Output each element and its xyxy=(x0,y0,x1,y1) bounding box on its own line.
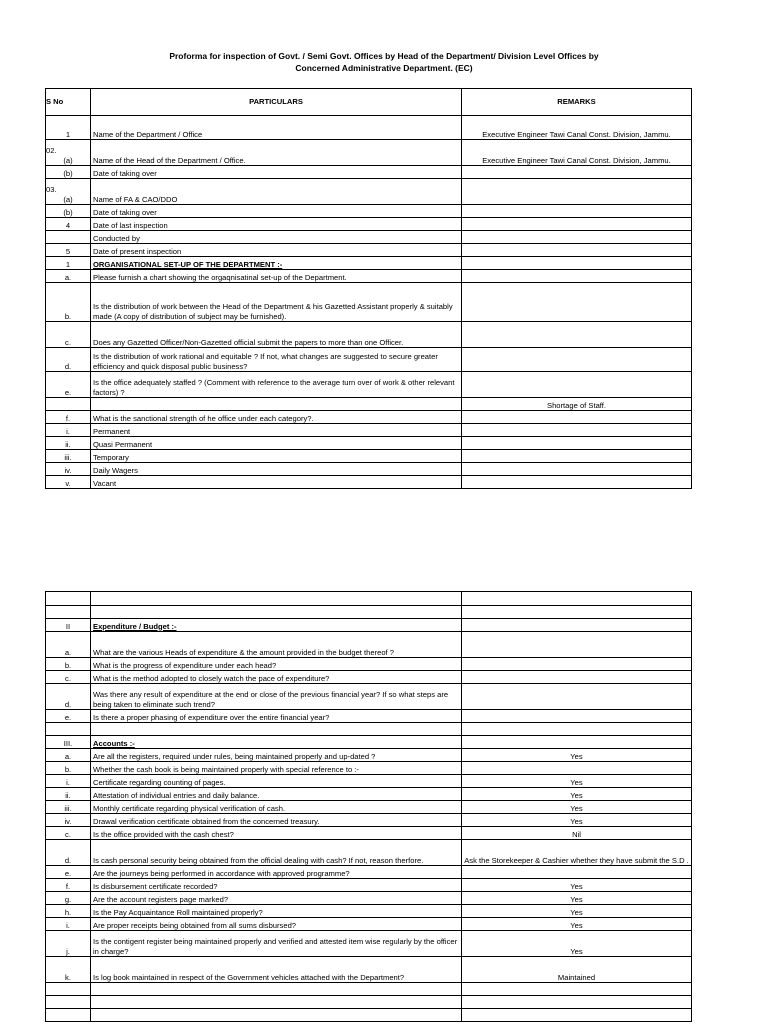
proforma-table-2 xyxy=(45,591,692,1022)
row-particulars: Date of present inspection xyxy=(91,244,462,257)
table-row xyxy=(46,398,692,411)
row-sno: iv. xyxy=(46,463,91,476)
sno-number: 02. xyxy=(46,146,57,155)
remarks-header: REMARKS xyxy=(462,89,692,116)
row-remarks xyxy=(462,437,692,450)
row-particulars: Is the distribution of work between the Head of the Department & his Gazetted Assistant properly & suitably made (A copy of distribution of subject may be furnished). xyxy=(91,283,462,322)
row-sno: 1 xyxy=(46,116,91,140)
table-row xyxy=(46,866,692,879)
row-sno: d. xyxy=(46,840,91,866)
table-row xyxy=(46,801,692,814)
form-title-line1: Proforma for inspection of Govt. / Semi Govt. Offices by Head of the Department/ Division Level Offices by xyxy=(169,51,599,61)
row-sno: c. xyxy=(46,827,91,840)
row-remarks xyxy=(462,166,692,179)
row-sno: d. xyxy=(46,684,91,710)
row-remarks xyxy=(462,762,692,775)
row-remarks xyxy=(462,244,692,257)
row-sno: 5 xyxy=(46,244,91,257)
row-sno: b. xyxy=(46,658,91,671)
row-sno xyxy=(46,398,91,411)
table-row xyxy=(46,372,692,398)
row-remarks xyxy=(462,658,692,671)
row-remarks xyxy=(462,476,692,489)
row-sno: c. xyxy=(46,322,91,348)
table-row xyxy=(46,905,692,918)
form-title-line2: Concerned Administrative Department. (EC) xyxy=(295,63,473,73)
table-row xyxy=(46,116,692,140)
row-remarks xyxy=(462,424,692,437)
row-sno: ii. xyxy=(46,788,91,801)
table-row xyxy=(46,840,692,866)
row-remarks: Yes xyxy=(462,918,692,931)
row-sno: h. xyxy=(46,905,91,918)
row-particulars: Whether the cash book is being maintained properly with special reference to :- xyxy=(91,762,462,775)
row-particulars: Is there a proper phasing of expenditure over the entire financial year? xyxy=(91,710,462,723)
row-sno: i. xyxy=(46,775,91,788)
row-remarks: Ask the Storekeeper & Cashier whether they have submit the S.D . xyxy=(462,840,692,866)
table-row xyxy=(46,218,692,231)
row-sno xyxy=(46,231,91,244)
row-remarks xyxy=(462,179,692,205)
row-remarks xyxy=(462,671,692,684)
row-remarks: Maintained xyxy=(462,957,692,983)
row-particulars: Daily Wagers xyxy=(91,463,462,476)
row-remarks: Executive Engineer Tawi Canal Const. Division, Jammu. xyxy=(462,140,692,166)
row-particulars: Conducted by xyxy=(91,231,462,244)
row-remarks xyxy=(462,463,692,476)
row-particulars: Is the distribution of work rational and equitable ? If not, what changes are suggested to secure greater efficiency and quick disposal public business? xyxy=(91,348,462,372)
row-remarks xyxy=(462,257,692,270)
table-row xyxy=(46,684,692,710)
row-remarks: Yes xyxy=(462,814,692,827)
row-particulars: Does any Gazetted Officer/Non-Gazetted official submit the papers to more than one Officer. xyxy=(91,322,462,348)
row-sno: e. xyxy=(46,866,91,879)
table-row xyxy=(46,476,692,489)
proforma-table-1 xyxy=(45,88,692,489)
table-row xyxy=(46,762,692,775)
particulars-header: PARTICULARS xyxy=(91,89,462,116)
row-sno: a. xyxy=(46,749,91,762)
row-sno: b. xyxy=(46,283,91,322)
table-row xyxy=(46,606,692,619)
table-row xyxy=(46,463,692,476)
table-row xyxy=(46,710,692,723)
table-row xyxy=(46,205,692,218)
row-particulars: Are all the registers, required under rules, being maintained properly and up-dated ? xyxy=(91,749,462,762)
row-particulars: Drawal verification certificate obtained from the concerned treasury. xyxy=(91,814,462,827)
row-particulars: What is the sanctional strength of he office under each category?. xyxy=(91,411,462,424)
table-row xyxy=(46,450,692,463)
table-row xyxy=(46,166,692,179)
row-remarks xyxy=(462,218,692,231)
row-remarks xyxy=(462,866,692,879)
row-remarks xyxy=(462,710,692,723)
row-particulars: Is disbursement certificate recorded? xyxy=(91,879,462,892)
sno-number: 03. xyxy=(46,185,57,194)
row-particulars: Temporary xyxy=(91,450,462,463)
row-remarks: Nil xyxy=(462,827,692,840)
table-row xyxy=(46,996,692,1009)
sno-sub-a: (a) xyxy=(63,155,73,165)
table-row xyxy=(46,348,692,372)
row-sno: (b) xyxy=(46,205,91,218)
section-heading: Expenditure / Budget :- xyxy=(91,619,462,632)
row-remarks xyxy=(462,372,692,398)
row-sno: v. xyxy=(46,476,91,489)
table-row xyxy=(46,322,692,348)
table-row xyxy=(46,411,692,424)
row-sno: i. xyxy=(46,424,91,437)
row-remarks: Yes xyxy=(462,775,692,788)
row-particulars: Are the account registers page marked? xyxy=(91,892,462,905)
table-row xyxy=(46,1009,692,1022)
row-remarks xyxy=(462,348,692,372)
row-sno: b. xyxy=(46,762,91,775)
table-row xyxy=(46,231,692,244)
row-sno: e. xyxy=(46,372,91,398)
row-remarks: Yes xyxy=(462,801,692,814)
row-particulars: Was there any result of expenditure at the end or close of the previous financial year? If so what steps are being taken to eliminate such trend? xyxy=(91,684,462,710)
row-remarks xyxy=(462,270,692,283)
row-sno: i. xyxy=(46,918,91,931)
row-particulars: Is cash personal security being obtained from the official dealing with cash? If not, reason therfore. xyxy=(91,840,462,866)
table-row xyxy=(46,931,692,957)
row-sno: iii. xyxy=(46,450,91,463)
table-row xyxy=(46,788,692,801)
row-remarks: Executive Engineer Tawi Canal Const. Division, Jammu. xyxy=(462,116,692,140)
table-row xyxy=(46,736,692,749)
row-remarks xyxy=(462,231,692,244)
row-remarks: Yes xyxy=(462,749,692,762)
sno-header: S No xyxy=(46,89,91,116)
table-row xyxy=(46,879,692,892)
row-particulars: Quasi Permanent xyxy=(91,437,462,450)
table-row xyxy=(46,749,692,762)
row-sno: k. xyxy=(46,957,91,983)
row-remarks: Yes xyxy=(462,892,692,905)
row-remarks xyxy=(462,684,692,710)
row-particulars: Name of the Department / Office xyxy=(91,116,462,140)
row-particulars: Date of taking over xyxy=(91,205,462,218)
row-remarks xyxy=(462,205,692,218)
row-particulars: Are proper receipts being obtained from all sums disbursed? xyxy=(91,918,462,931)
row-sno: 1 xyxy=(46,257,91,270)
row-particulars: Please furnish a chart showing the orgaqnisatinal set-up of the Department. xyxy=(91,270,462,283)
table-row xyxy=(46,775,692,788)
section-heading: ORGANISATIONAL SET-UP OF THE DEPARTMENT :- xyxy=(91,257,462,270)
row-sno: d. xyxy=(46,348,91,372)
row-sno: (b) xyxy=(46,166,91,179)
table-row xyxy=(46,283,692,322)
row-sno: a. xyxy=(46,632,91,658)
row-particulars: Name of the Head of the Department / Office. xyxy=(91,140,462,166)
row-sno: f. xyxy=(46,411,91,424)
row-particulars: Is log book maintained in respect of the Government vehicles attached with the Department? xyxy=(91,957,462,983)
row-particulars xyxy=(91,398,462,411)
row-particulars: Is the Pay Acquaintance Roll maintained properly? xyxy=(91,905,462,918)
table-row xyxy=(46,658,692,671)
row-sno: II xyxy=(46,619,91,632)
row-sno: III. xyxy=(46,736,91,749)
row-sno: e. xyxy=(46,710,91,723)
row-remarks: Yes xyxy=(462,788,692,801)
table-row xyxy=(46,723,692,736)
row-remarks xyxy=(462,411,692,424)
row-remarks xyxy=(462,736,692,749)
row-particulars: Certificate regarding counting of pages. xyxy=(91,775,462,788)
row-particulars: Are the journeys being performed in accordance with approved programme? xyxy=(91,866,462,879)
table-row xyxy=(46,424,692,437)
row-sno: c. xyxy=(46,671,91,684)
row-sno xyxy=(46,179,91,205)
row-particulars: Attestation of individual entries and daily balance. xyxy=(91,788,462,801)
row-particulars: Date of last inspection xyxy=(91,218,462,231)
row-sno: f. xyxy=(46,879,91,892)
row-sno: ii. xyxy=(46,437,91,450)
table-row xyxy=(46,892,692,905)
table-row xyxy=(46,244,692,257)
table-row xyxy=(46,983,692,996)
table-row xyxy=(46,270,692,283)
sno-sub-a: (a) xyxy=(63,194,73,204)
table-row xyxy=(46,619,692,632)
row-remarks: Yes xyxy=(462,931,692,957)
row-sno xyxy=(46,140,91,166)
row-sno: j. xyxy=(46,931,91,957)
row-remarks: Yes xyxy=(462,879,692,892)
row-particulars: What is the method adopted to closely watch the pace of expenditure? xyxy=(91,671,462,684)
row-particulars: Date of taking over xyxy=(91,166,462,179)
row-particulars: Name of FA & CAO/DDO xyxy=(91,179,462,205)
table-row xyxy=(46,140,692,166)
table-row xyxy=(46,257,692,270)
row-particulars: Is the office adequately staffed ? (Comment with reference to the average turn over of work & other relevant factors) ? xyxy=(91,372,462,398)
row-sno: a. xyxy=(46,270,91,283)
row-remarks xyxy=(462,619,692,632)
table-row xyxy=(46,918,692,931)
table-row xyxy=(46,814,692,827)
table-row xyxy=(46,437,692,450)
row-particulars: Permanent xyxy=(91,424,462,437)
row-sno: iv. xyxy=(46,814,91,827)
row-remarks: Yes xyxy=(462,905,692,918)
row-particulars: Is the office provided with the cash chest? xyxy=(91,827,462,840)
row-remarks xyxy=(462,283,692,322)
table-row xyxy=(46,632,692,658)
row-remarks xyxy=(462,322,692,348)
section-heading: Accounts :- xyxy=(91,736,462,749)
row-particulars: What is the progress of expenditure under each head? xyxy=(91,658,462,671)
row-remarks xyxy=(462,632,692,658)
row-particulars: Vacant xyxy=(91,476,462,489)
row-sno: g. xyxy=(46,892,91,905)
table-row xyxy=(46,957,692,983)
row-particulars: Is the contigent register being maintained properly and verified and attested item wise regularly by the officer in charge? xyxy=(91,931,462,957)
row-remarks: Shortage of Staff. xyxy=(462,398,692,411)
row-sno: iii. xyxy=(46,801,91,814)
table-row xyxy=(46,671,692,684)
row-particulars: What are the various Heads of expenditure & the amount provided in the budget thereof ? xyxy=(91,632,462,658)
row-sno: 4 xyxy=(46,218,91,231)
table-row xyxy=(46,179,692,205)
table-row xyxy=(46,827,692,840)
row-remarks xyxy=(462,450,692,463)
table-row xyxy=(46,592,692,606)
row-particulars: Monthly certificate regarding physical verification of cash. xyxy=(91,801,462,814)
